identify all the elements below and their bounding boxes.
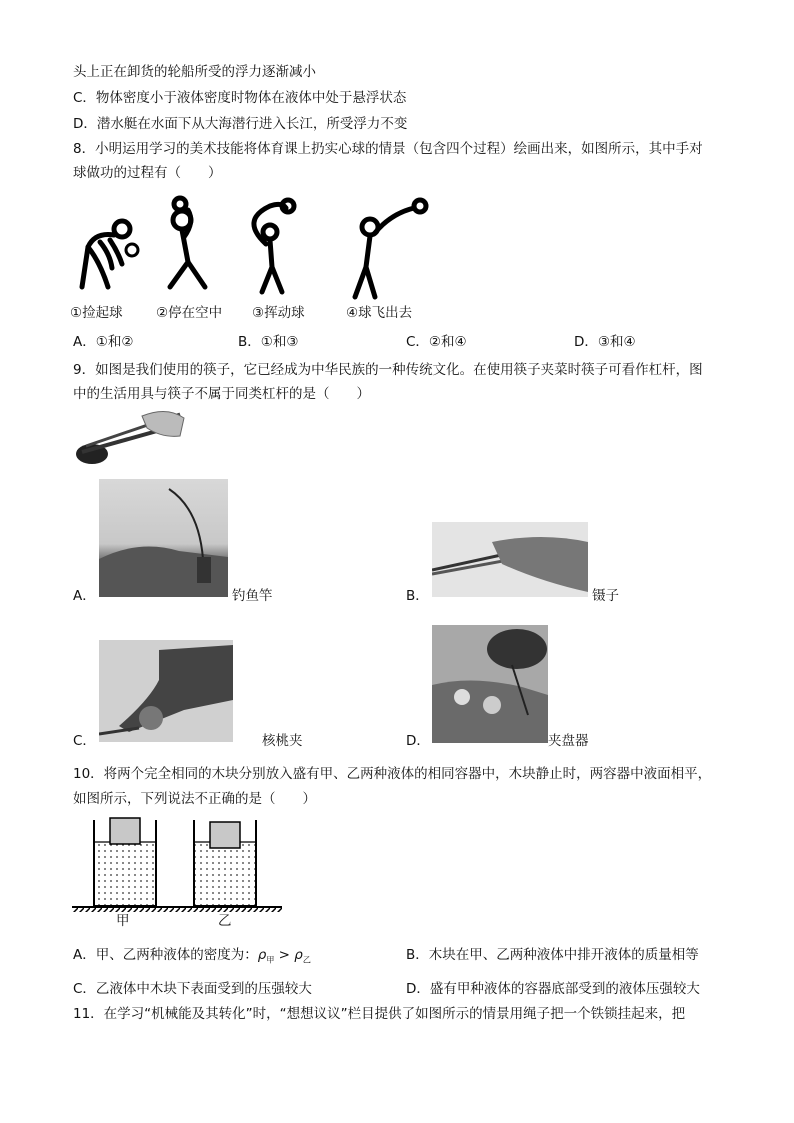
q8-label-2: ②停在空中 [156,305,223,321]
q10-option-c: C．乙液体中木块下表面受到的压强较大 [73,981,312,997]
chopsticks-image [72,406,190,466]
q9-caption-b: 镊子 [592,588,619,604]
q10-stem-cont: 如图所示，下列说法不正确的是（ ） [73,791,316,807]
q8-figure [70,192,440,327]
tweezers-photo [432,522,588,597]
rho-sub-yi: 乙 [302,955,311,965]
q10-figure [72,812,282,930]
label-jia: 甲 [116,913,130,929]
q9-option-b-letter: B． [406,588,429,604]
q8-option-c: C．②和④ [406,334,467,350]
q9-stem: 9．如图是我们使用的筷子，它已经成为中华民族的一种传统文化。在使用筷子夹菜时筷子可看作杠杆，图 [73,362,703,378]
q10-stem: 10．将两个完全相同的木块分别放入盛有甲、乙两种液体的相同容器中，木块静止时，两容器中液面相平， [73,766,712,782]
q8-option-d: D．③和④ [574,334,636,350]
q9-caption-d: 夹盘器 [548,733,589,749]
q9-stem-cont: 中的生活用具与筷子不属于同类杠杆的是（ ） [73,386,370,402]
rho-symbol: ρ [294,947,303,963]
q9-caption-c: 核桃夹 [262,733,303,749]
ball-icon [126,244,138,256]
q8-label-1: ①捡起球 [70,305,123,321]
q10-option-a-text: A．甲、乙两种液体的密度为： [73,947,258,963]
rho-symbol: ρ [257,947,267,963]
q9-option-d-letter: D． [406,733,430,749]
q8-option-b: B．①和③ [238,334,299,350]
liquid-yi [194,842,256,906]
q10-option-d: D．盛有甲种液体的容器底部受到的液体压强较大 [406,981,700,997]
fishing-rod-photo [99,479,228,597]
block-yi [210,822,240,848]
q10-option-a [73,946,311,970]
q8-label-3: ③挥动球 [252,305,305,321]
liquid-jia [94,842,156,906]
q11-stem: 11．在学习“机械能及其转化”时，“想想议议”栏目提供了如图所示的情景用绳子把一个铁锁挂起来，把 [73,1006,686,1022]
q8-stem-cont: 球做功的过程有（ ） [73,165,222,181]
q8-stem: 8．小明运用学习的美术技能将体育课上扔实心球的情景（包含四个过程）绘画出来，如图所示，其中手对 [73,141,703,157]
greater-than: > [274,947,295,963]
plate-clip-photo [432,625,548,743]
nutcracker-photo [99,640,233,742]
option-c-previous: C．物体密度小于液体密度时物体在液体中处于悬浮状态 [73,90,407,106]
block-jia [110,818,140,844]
q9-option-a-letter: A． [73,588,96,604]
label-yi: 乙 [218,913,232,929]
rho-sub-jia: 甲 [266,955,275,965]
q9-caption-a: 钓鱼竿 [232,588,273,604]
q8-label-4: ④球飞出去 [346,305,413,321]
q9-option-c-letter: C． [73,733,96,749]
q8-option-a: A．①和② [73,334,134,350]
option-d-previous: D．潜水艇在水面下从大海潜行进入长江，所受浮力不变 [73,116,408,132]
q10-option-b: B．木块在甲、乙两种液体中排开液体的质量相等 [406,947,699,963]
text-line: 头上正在卸货的轮船所受的浮力逐渐减小 [73,64,316,80]
